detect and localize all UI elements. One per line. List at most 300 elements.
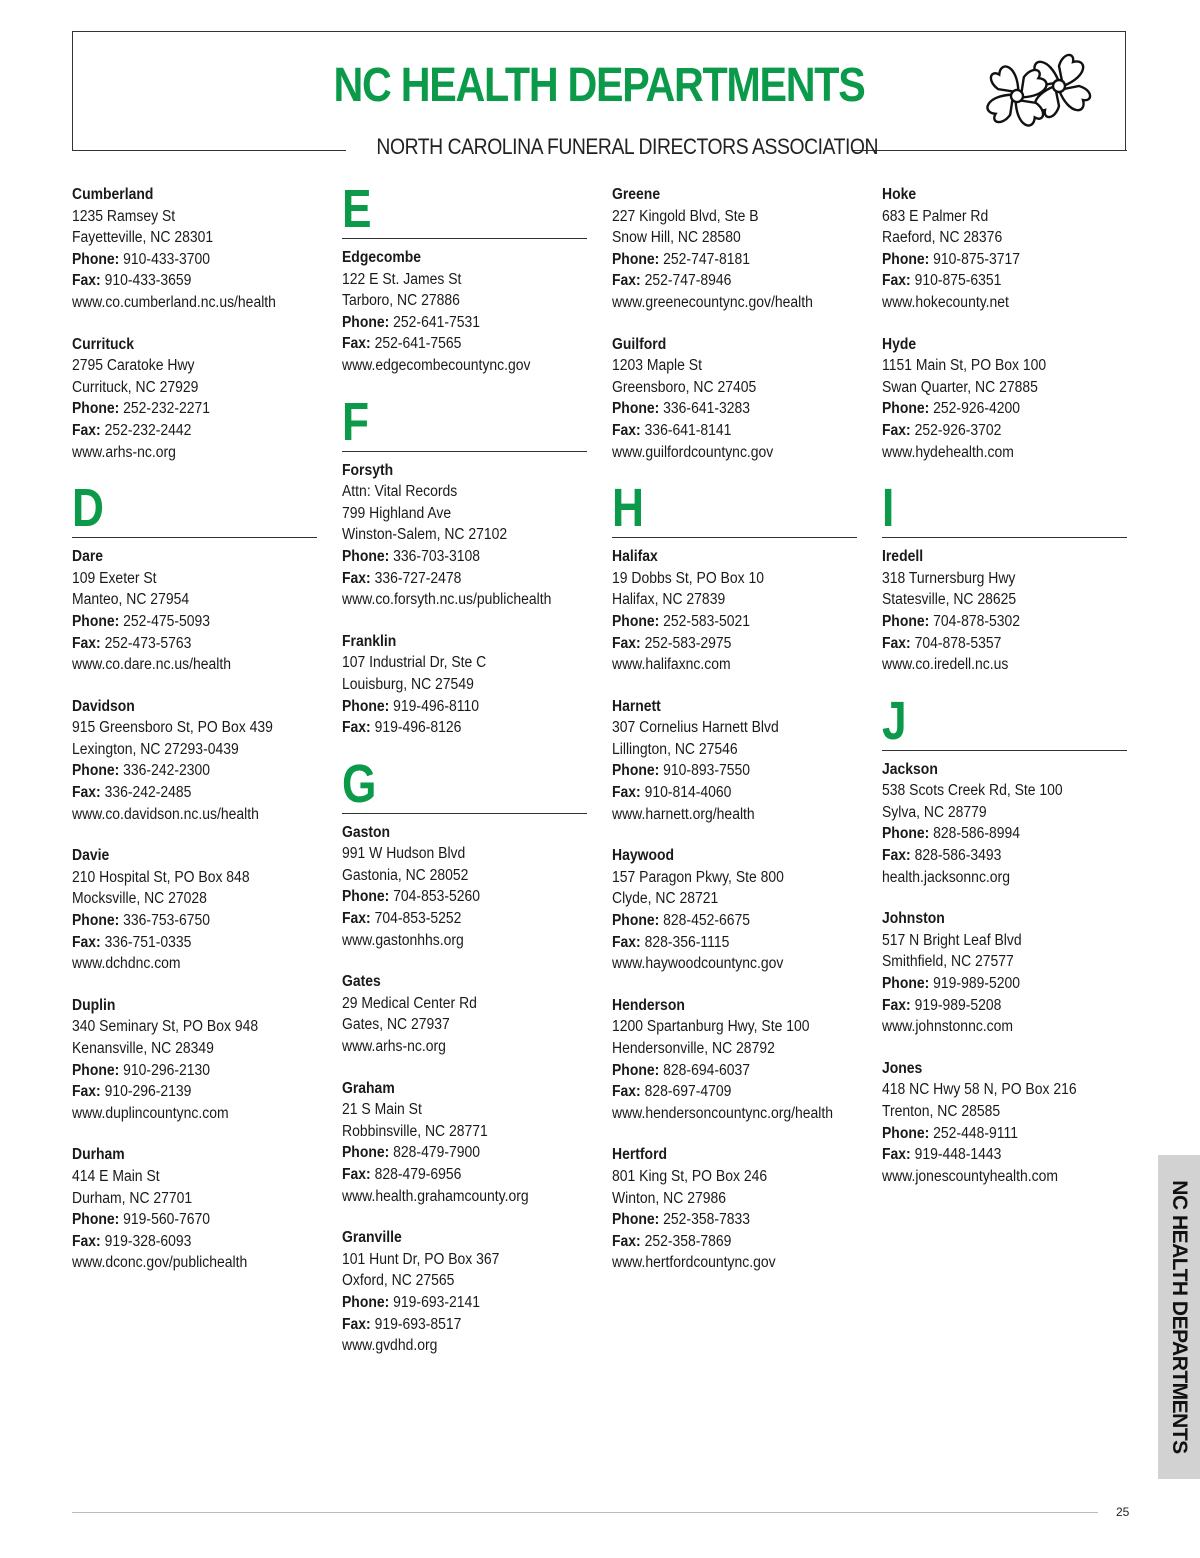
phone-value: 336-753-6750 [123,912,211,930]
county-entry [72,334,317,464]
fax-line [882,845,1103,867]
address-line: 21 S Main St [342,1101,422,1119]
phone-line [612,1209,833,1231]
county-name: Cumberland [72,186,154,203]
county-entry [342,971,587,1057]
phone-value: 252-926-4200 [933,400,1021,418]
side-tab-label: NC HEALTH DEPARTMENTS [1168,1180,1191,1454]
phone-label: Phone: [342,1144,390,1162]
fax-line [72,932,293,954]
county-entry [882,908,1127,1038]
phone-value: 704-878-5302 [933,612,1021,630]
county-entry [612,334,857,464]
address-line: 799 Highland Ave [342,504,452,522]
address-line: Lexington, NC 27293-0439 [72,740,239,758]
phone-line [882,611,1103,633]
phone-value: 910-296-2130 [123,1061,211,1079]
fax-value: 336-242-2485 [104,784,192,802]
section-letter-block [882,478,1127,539]
phone-line [882,398,1103,420]
section-letter: H [612,478,644,539]
phone-label: Phone: [342,1293,390,1311]
website-link[interactable]: www.co.davidson.nc.us/health [72,805,259,823]
phone-label: Phone: [882,250,930,268]
phone-label: Phone: [342,313,390,331]
county-name: Henderson [612,996,685,1014]
fax-label: Fax: [612,272,641,290]
fax-value: 336-641-8141 [644,421,732,439]
phone-line [72,910,293,932]
address-line: 107 Industrial Dr, Ste C [342,654,487,672]
phone-label: Phone: [612,250,660,268]
website-link[interactable]: www.hokecounty.net [882,293,1009,311]
county-name: Harnett [612,697,661,715]
website-link[interactable]: www.greenecountync.gov/health [612,293,813,311]
address-line: Greensboro, NC 27405 [612,378,757,396]
county-name: Davidson [72,697,135,715]
website-link[interactable]: www.guilfordcountync.gov [612,443,774,461]
website-link[interactable]: www.arhs-nc.org [342,1038,446,1056]
phone-label: Phone: [72,612,120,630]
county-entry [342,822,587,952]
phone-value: 252-232-2271 [123,400,211,418]
address-line: Gates, NC 27937 [342,1016,450,1034]
fax-label: Fax: [882,272,911,290]
fax-label: Fax: [342,569,371,587]
phone-line [72,611,293,633]
phone-value: 252-358-7833 [663,1211,751,1229]
fax-label: Fax: [882,996,911,1014]
fax-label: Fax: [612,1232,641,1250]
address-line: Winton, NC 27986 [612,1189,726,1207]
website-link[interactable]: www.harnett.org/health [612,805,755,823]
website-link[interactable]: www.co.iredell.nc.us [882,656,1009,674]
dogwood-flowers-icon [979,38,1097,138]
phone-line [342,546,563,568]
fax-line [72,420,293,442]
phone-line [882,1123,1103,1145]
fax-line [612,782,833,804]
phone-value: 252-747-8181 [663,250,751,268]
website-link[interactable]: health.jacksonnc.org [882,868,1010,886]
fax-value: 252-641-7565 [374,335,462,353]
fax-label: Fax: [342,335,371,353]
section-letter-block [342,753,587,814]
phone-value: 336-641-3283 [663,400,751,418]
address-line: 340 Seminary St, PO Box 948 [72,1018,259,1036]
county-entry [72,546,317,676]
phone-label: Phone: [342,888,390,906]
website-link[interactable]: www.health.grahamcounty.org [342,1187,529,1205]
section-divider [612,537,857,538]
address-line: Hendersonville, NC 28792 [612,1040,775,1057]
address-line: Lillington, NC 27546 [612,740,738,758]
fax-value: 252-747-8946 [644,272,732,290]
fax-value: 336-751-0335 [104,933,192,951]
county-name: Davie [72,847,110,865]
address-line: Trenton, NC 28585 [882,1103,1001,1120]
section-divider [882,750,1127,751]
phone-value: 910-433-3700 [123,250,211,268]
address-line: Swan Quarter, NC 27885 [882,378,1038,396]
phone-line [342,1142,563,1164]
fax-label: Fax: [882,634,911,652]
fax-label: Fax: [72,634,101,652]
section-divider [342,451,587,452]
phone-label: Phone: [72,1061,120,1079]
fax-line [342,717,563,739]
phone-value: 919-989-5200 [933,975,1021,993]
website-link[interactable]: www.dconc.gov/publichealth [72,1254,248,1272]
county-name: Hoke [882,186,917,203]
fax-value: 252-232-2442 [104,421,192,439]
page-number: 25 [1116,1505,1130,1519]
address-line: 307 Cornelius Harnett Blvd [612,719,779,737]
fax-value: 252-358-7869 [644,1232,732,1250]
address-line: 109 Exeter St [72,569,157,587]
phone-line [72,760,293,782]
phone-line [342,886,563,908]
fax-label: Fax: [612,421,641,439]
phone-line [342,696,563,718]
website-link[interactable]: www.dchdnc.com [72,955,181,973]
fax-line [882,270,1103,292]
phone-line [342,312,563,334]
fax-value: 828-356-1115 [644,933,730,951]
phone-line [72,1060,293,1082]
fax-line [612,633,833,655]
website-link[interactable]: www.halifaxnc.com [612,656,731,674]
phone-label: Phone: [612,762,660,780]
county-entry [72,995,317,1125]
fax-line [612,1081,833,1103]
fax-line [342,908,563,930]
address-line: 19 Dobbs St, PO Box 10 [612,569,764,587]
section-letter-block [882,690,1127,751]
county-entry [612,995,857,1125]
page-subtitle: NORTH CAROLINA FUNERAL DIRECTORS ASSOCIATION [376,134,879,159]
fax-value: 919-989-5208 [914,996,1002,1014]
fax-line [342,333,563,355]
fax-value: 919-328-6093 [104,1232,192,1250]
address-line: Kenansville, NC 28349 [72,1040,214,1057]
county-entry [612,845,857,975]
fax-value: 252-583-2975 [644,634,732,652]
county-name: Iredell [882,548,924,566]
phone-value: 828-479-7900 [393,1144,481,1162]
phone-value: 828-586-8994 [933,825,1021,843]
fax-label: Fax: [882,847,911,865]
website-link[interactable]: www.co.forsyth.nc.us/publichealth [342,591,552,609]
address-line: 157 Paragon Pkwy, Ste 800 [612,868,784,886]
address-line: 1203 Maple St [612,357,702,375]
county-entry [342,1078,587,1208]
address-line: 1235 Ramsey St [72,207,176,225]
fax-label: Fax: [342,719,371,737]
website-link[interactable]: www.duplincountync.com [72,1104,229,1122]
county-name: Halifax [612,548,658,566]
phone-line [72,249,293,271]
fax-value: 252-926-3702 [914,421,1002,439]
phone-value: 252-583-5021 [663,612,751,630]
address-line: Statesville, NC 28625 [882,591,1017,609]
directory-column-4 [882,184,1127,1207]
fax-value: 704-878-5357 [914,634,1002,652]
fax-label: Fax: [72,1232,101,1250]
website-link[interactable]: www.gvdhd.org [342,1337,438,1355]
fax-value: 919-496-8126 [374,719,462,737]
county-name: Dare [72,548,104,566]
fax-line [342,568,563,590]
fax-label: Fax: [882,421,911,439]
address-line: 517 N Bright Leaf Blvd [882,931,1022,949]
phone-value: 252-448-9111 [933,1124,1018,1142]
fax-line [342,1314,563,1336]
county-entry [72,1144,317,1274]
county-name: Guilford [612,335,667,353]
fax-line [72,1081,293,1103]
address-line: Currituck, NC 27929 [72,378,199,396]
phone-label: Phone: [612,1061,660,1079]
county-name: Hertford [612,1146,668,1164]
address-line: Gastonia, NC 28052 [342,866,469,884]
fax-value: 910-814-4060 [644,784,732,802]
directory-column-3 [612,184,857,1294]
fax-label: Fax: [72,1083,101,1101]
county-entry [342,631,587,739]
address-line: 210 Hospital St, PO Box 848 [72,868,250,886]
address-line: 915 Greensboro St, PO Box 439 [72,719,273,737]
section-letter: E [342,179,372,239]
address-line: Halifax, NC 27839 [612,591,726,609]
fax-value: 828-479-6956 [374,1166,462,1183]
fax-line [612,932,833,954]
address-line: 991 W Hudson Blvd [342,845,466,863]
county-entry [882,546,1127,676]
section-letter: G [342,753,377,814]
phone-label: Phone: [612,612,660,630]
phone-line [612,398,833,420]
address-line: Winston-Salem, NC 27102 [342,526,508,544]
address-line: Sylva, NC 28779 [882,803,987,821]
fax-label: Fax: [72,784,101,802]
county-entry [342,460,587,611]
county-name: Jones [882,1059,923,1077]
county-name: Haywood [612,847,675,865]
section-side-tab [1158,1155,1200,1479]
fax-label: Fax: [342,1166,371,1183]
phone-label: Phone: [882,612,930,630]
section-letter-block [342,179,587,239]
fax-value: 336-727-2478 [374,569,462,587]
phone-value: 919-693-2141 [393,1293,481,1311]
website-link[interactable]: www.johnstonnc.com [882,1018,1014,1036]
address-line: 2795 Caratoke Hwy [72,357,195,375]
county-entry [882,759,1127,889]
fax-value: 910-875-6351 [914,272,1002,290]
website-link[interactable]: www.haywoodcountync.gov [612,955,784,973]
fax-line [72,270,293,292]
county-name: Franklin [342,632,397,650]
address-line: Fayetteville, NC 28301 [72,229,214,247]
section-letter: I [882,478,895,539]
fax-line [72,633,293,655]
phone-line [72,1209,293,1231]
phone-value: 919-560-7670 [123,1211,211,1229]
phone-label: Phone: [72,250,120,268]
phone-line [882,823,1103,845]
address-line: 801 King St, PO Box 246 [612,1167,768,1185]
county-name: Currituck [72,335,135,353]
section-divider [882,537,1127,538]
section-letter: J [882,690,907,751]
address-line: Snow Hill, NC 28580 [612,229,741,247]
website-link[interactable]: www.co.cumberland.nc.us/health [72,293,276,311]
fax-line [882,1144,1103,1166]
fax-line [882,995,1103,1017]
website-link[interactable]: www.arhs-nc.org [72,443,176,461]
county-name: Jackson [882,760,938,778]
county-entry [72,845,317,975]
phone-label: Phone: [72,762,120,780]
phone-label: Phone: [72,912,120,930]
fax-label: Fax: [72,421,101,439]
phone-label: Phone: [882,975,930,993]
phone-line [612,611,833,633]
phone-label: Phone: [342,697,390,715]
phone-line [612,1060,833,1082]
section-letter-block [342,391,587,452]
address-line: 122 E St. James St [342,270,462,288]
website-link[interactable]: www.jonescountyhealth.com [882,1167,1059,1185]
address-line: Mocksville, NC 27028 [72,890,207,908]
county-name: Gaston [342,823,391,841]
address-line: Smithfield, NC 27577 [882,953,1014,971]
county-entry [612,184,857,314]
county-name: Johnston [882,910,945,928]
fax-value: 828-586-3493 [914,847,1002,865]
address-line: 29 Medical Center Rd [342,994,477,1012]
section-divider [342,813,587,814]
website-link[interactable]: www.gastonhhs.org [342,931,464,949]
phone-label: Phone: [612,1211,660,1229]
fax-line [882,633,1103,655]
fax-line [612,1231,833,1253]
footer-rule [72,1512,1098,1513]
county-entry [72,184,317,314]
address-line: Attn: Vital Records [342,483,458,501]
phone-label: Phone: [342,547,390,565]
fax-label: Fax: [612,634,641,652]
county-entry [882,334,1127,464]
phone-line [882,973,1103,995]
address-line: Tarboro, NC 27886 [342,292,460,310]
website-link[interactable]: www.hydehealth.com [882,443,1014,461]
fax-label: Fax: [612,1083,641,1101]
website-link[interactable]: www.hertfordcountync.gov [612,1254,776,1272]
address-line: 418 NC Hwy 58 N, PO Box 216 [882,1081,1077,1099]
address-line: 1151 Main St, PO Box 100 [882,357,1047,375]
phone-label: Phone: [882,825,930,843]
address-line: 101 Hunt Dr, PO Box 367 [342,1250,500,1268]
phone-value: 828-452-6675 [663,912,751,930]
county-name: Granville [342,1229,402,1247]
county-entry [612,696,857,826]
phone-label: Phone: [612,912,660,930]
phone-label: Phone: [72,1211,120,1229]
address-line: 1200 Spartanburg Hwy, Ste 100 [612,1018,810,1036]
address-line: Raeford, NC 28376 [882,229,1003,247]
address-line: 683 E Palmer Rd [882,207,989,225]
county-entry [882,1058,1127,1188]
directory-column-1 [72,184,317,1294]
county-entry [72,696,317,826]
fax-value: 252-473-5763 [104,634,192,652]
county-entry [342,247,587,377]
phone-value: 919-496-8110 [393,697,480,715]
website-link[interactable]: www.co.dare.nc.us/health [72,656,231,674]
subtitle-rule-left [72,150,346,151]
fax-value: 910-433-3659 [104,272,192,290]
section-divider [72,537,317,538]
website-link[interactable]: www.hendersoncountync.org/health [612,1104,834,1122]
phone-value: 252-475-5093 [123,612,211,630]
fax-line [72,1231,293,1253]
phone-line [612,760,833,782]
county-entry [882,184,1127,314]
county-name: Forsyth [342,461,394,479]
phone-value: 252-641-7531 [393,313,481,331]
subtitle-rule-right [853,150,1127,151]
address-line: Clyde, NC 28721 [612,890,719,908]
header-box [72,31,1126,150]
fax-label: Fax: [342,910,371,928]
phone-value: 704-853-5260 [393,888,481,906]
county-name: Graham [342,1079,395,1097]
county-entry [612,1144,857,1274]
fax-label: Fax: [342,1315,371,1333]
address-line: Louisburg, NC 27549 [342,675,474,693]
fax-value: 910-296-2139 [104,1083,192,1101]
county-name: Durham [72,1146,125,1164]
fax-label: Fax: [72,272,101,290]
phone-label: Phone: [882,400,930,418]
address-line: 414 E Main St [72,1167,160,1185]
website-link[interactable]: www.edgecombecountync.gov [342,356,531,374]
section-letter: D [72,478,104,539]
address-line: Robbinsville, NC 28771 [342,1122,488,1140]
phone-label: Phone: [882,1124,930,1142]
fax-label: Fax: [612,784,641,802]
directory-column-2 [342,179,587,1377]
fax-value: 704-853-5252 [374,910,462,928]
section-divider [342,238,587,239]
county-name: Duplin [72,996,116,1014]
county-name: Edgecombe [342,249,422,266]
section-letter-block [72,478,317,539]
fax-line [882,420,1103,442]
phone-line [72,398,293,420]
phone-value: 336-242-2300 [123,762,211,780]
county-entry [612,546,857,676]
phone-line [882,249,1103,271]
fax-label: Fax: [72,933,101,951]
county-name: Greene [612,186,661,203]
county-name: Gates [342,973,381,991]
phone-label: Phone: [612,400,660,418]
address-line: Durham, NC 27701 [72,1189,193,1207]
phone-line [612,910,833,932]
